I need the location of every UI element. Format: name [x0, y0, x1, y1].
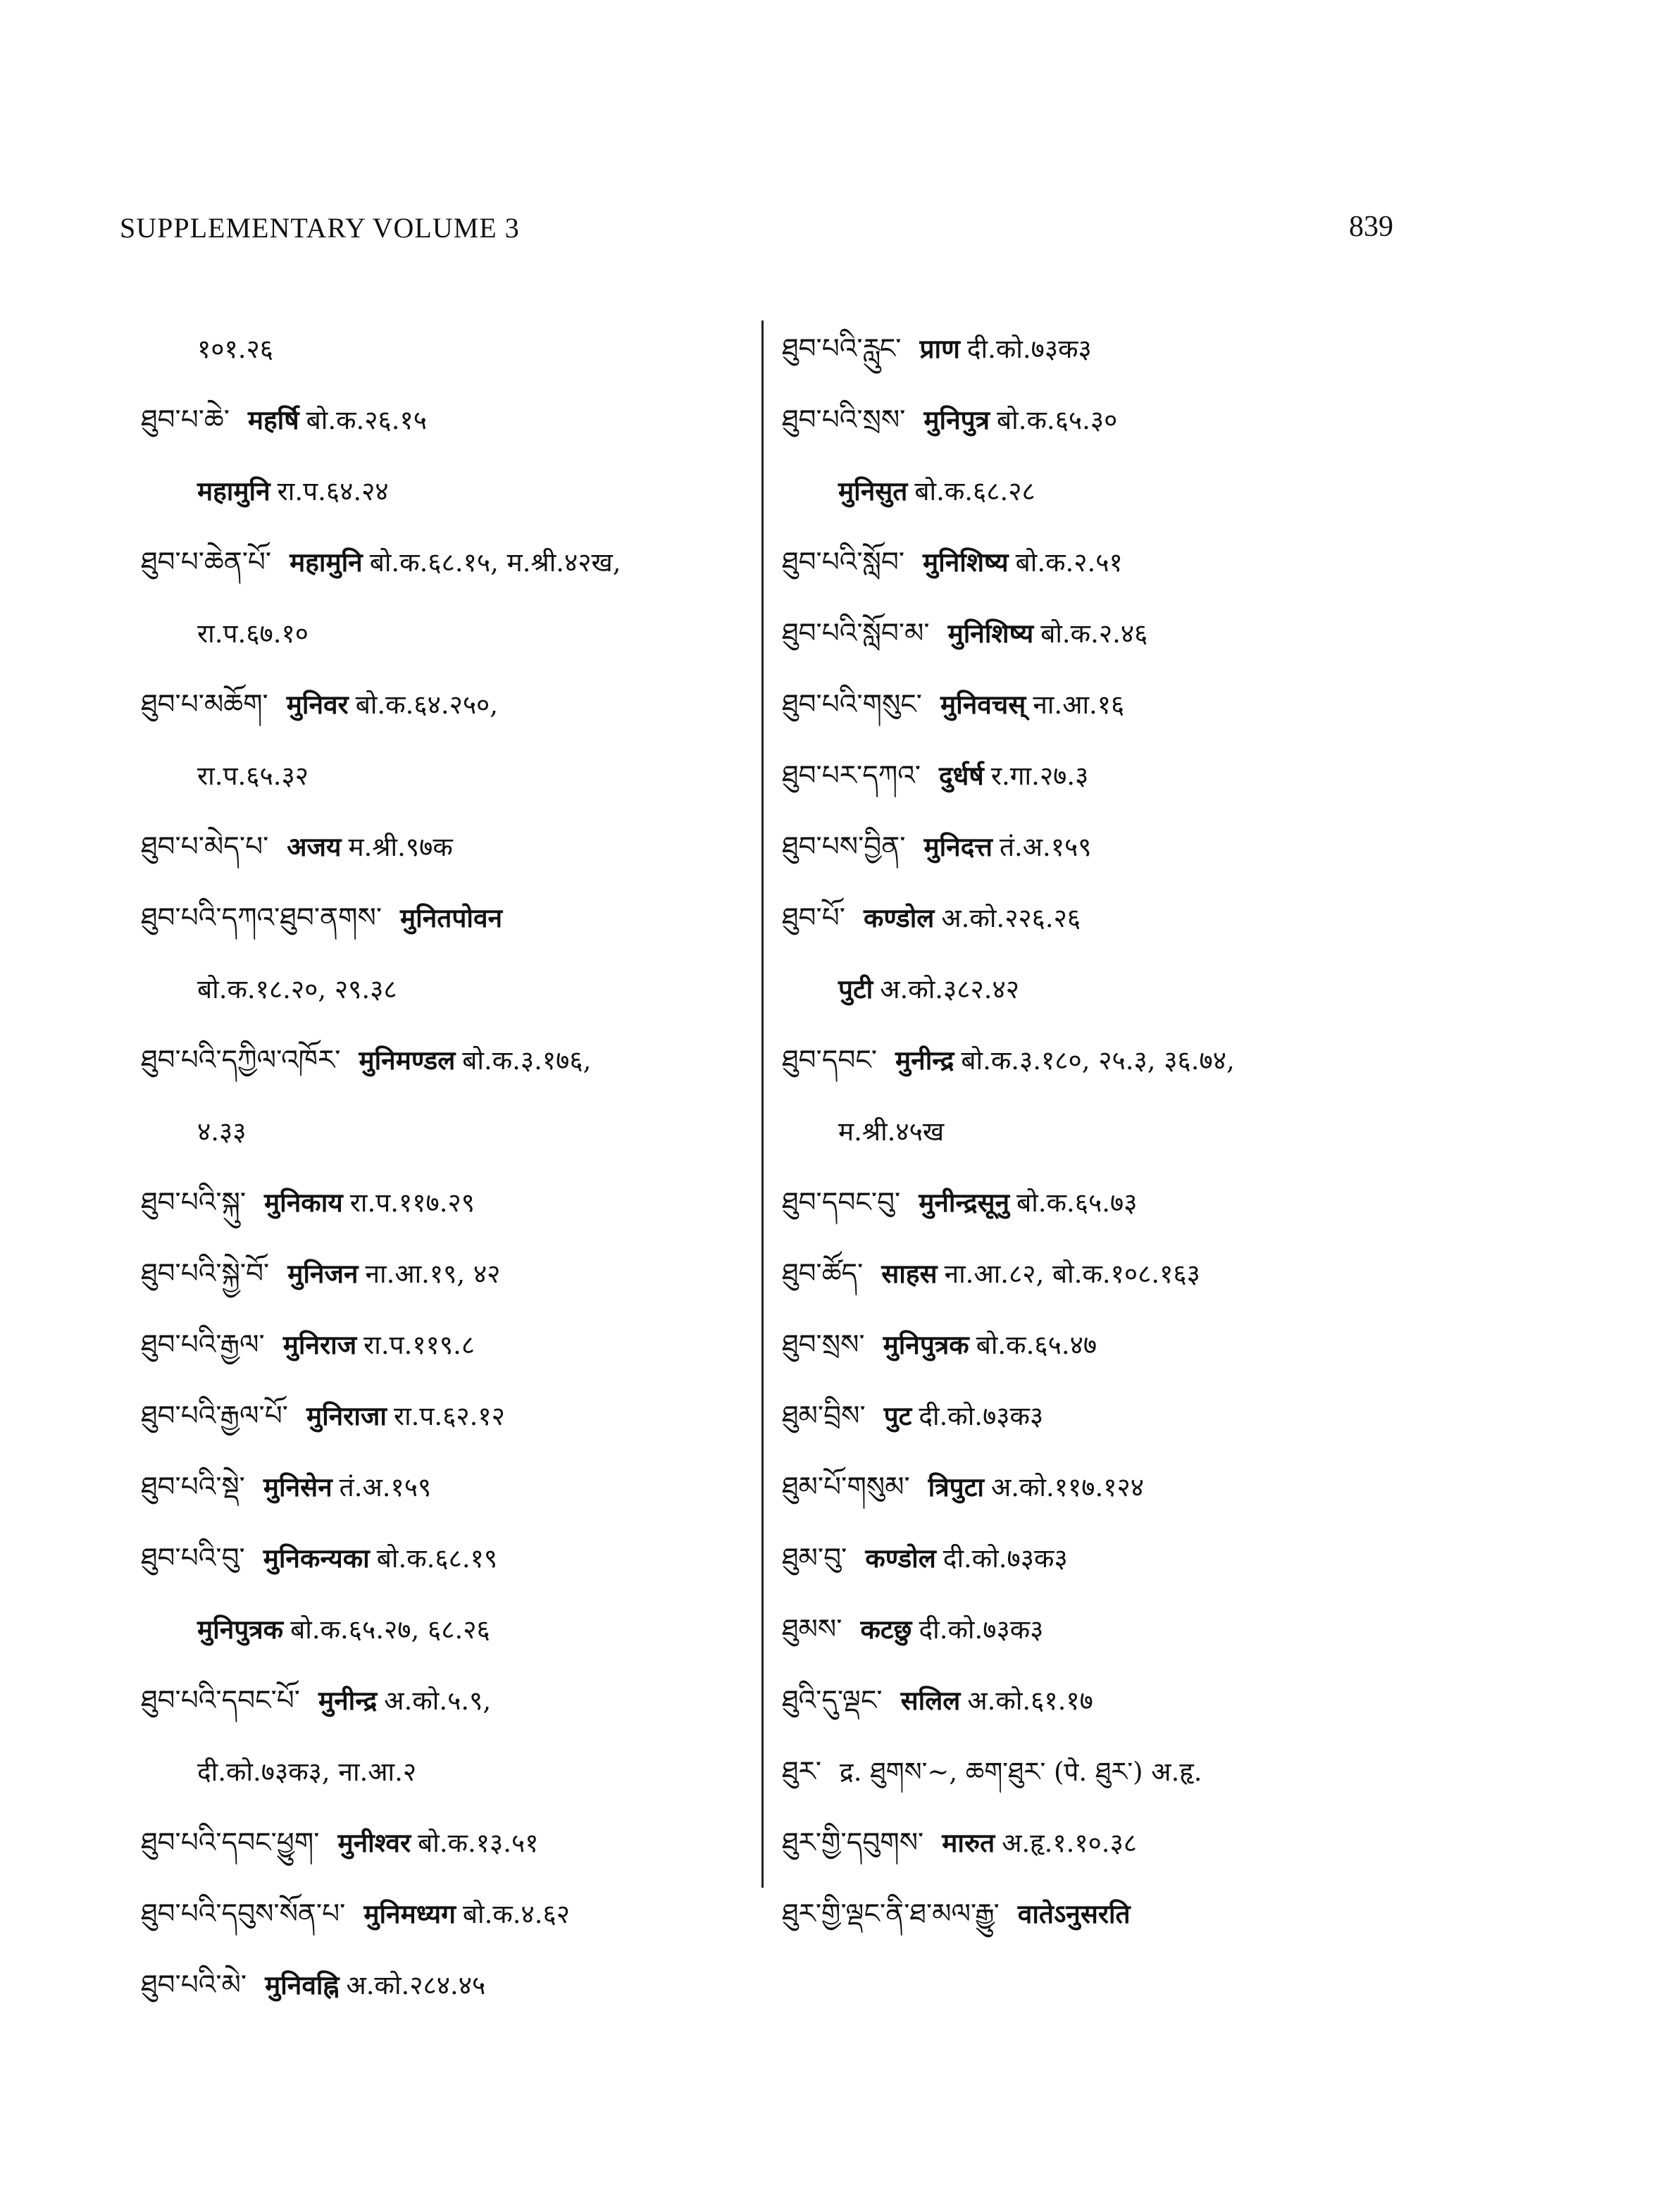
dictionary-entry	[141, 1025, 761, 1096]
source-reference: ४.३३	[197, 1116, 247, 1147]
entry-continuation	[141, 1736, 761, 1807]
tibetan-headword: ཐུབ་པའི་དཀྱིལ་འཁོར་	[141, 1045, 341, 1076]
entry-continuation	[141, 740, 761, 811]
source-reference: तं.अ.१५९	[339, 1472, 432, 1502]
sanskrit-equivalent: मुनिजन	[287, 1258, 359, 1289]
sanskrit-equivalent: त्रिपुटा	[928, 1471, 984, 1502]
source-reference: अ.को.३८२.४२	[880, 974, 1020, 1004]
tibetan-headword: ཐུར་	[782, 1756, 822, 1788]
dictionary-entry	[782, 598, 1557, 669]
sanskrit-equivalent: मुनितपोवन	[400, 902, 503, 933]
dictionary-entry	[141, 669, 761, 740]
source-reference: बो.क.६८.१५, म.श्री.४२ख,	[369, 547, 621, 578]
tibetan-headword: ཐུབ་སྲས་	[782, 1329, 865, 1361]
dictionary-entry	[782, 1879, 1557, 1950]
source-reference: अ.को.२८४.४५	[346, 1970, 486, 2000]
source-reference: दी.को.७३क३	[919, 1401, 1044, 1431]
dictionary-entry	[782, 811, 1557, 883]
entry-continuation	[141, 598, 761, 669]
dictionary-entry	[782, 1594, 1557, 1665]
dictionary-entry	[141, 1665, 761, 1736]
dictionary-entry	[782, 1736, 1557, 1807]
dictionary-entry	[141, 1238, 761, 1309]
sanskrit-equivalent: कटछु	[860, 1614, 912, 1645]
dictionary-entry	[141, 1381, 761, 1452]
sanskrit-equivalent: कण्डोल	[863, 902, 935, 933]
source-reference: रा.प.६५.३२	[197, 761, 309, 791]
dictionary-entry	[782, 1238, 1557, 1309]
sanskrit-equivalent: मुनिकन्यका	[263, 1543, 370, 1574]
sanskrit-equivalent: पुटी	[838, 973, 873, 1004]
sanskrit-equivalent: मुनीन्द्रसूनु	[919, 1187, 1010, 1218]
sanskrit-equivalent: मुनिवर	[286, 689, 349, 720]
tibetan-headword: ཐུབ་དབང་	[782, 1045, 878, 1076]
entry-continuation	[782, 954, 1557, 1025]
source-reference: बो.क.६५.४७	[976, 1330, 1097, 1360]
tibetan-headword: ཐུར་གྱི་དབུགས་	[782, 1827, 924, 1859]
tibetan-headword: ཐུབ་པ་ཆེ་	[141, 404, 230, 436]
source-reference: रा.प.६२.१२	[393, 1401, 505, 1431]
dictionary-entry	[782, 1309, 1557, 1381]
dictionary-entry	[782, 1665, 1557, 1736]
dictionary-entry	[782, 740, 1557, 811]
source-reference: बो.क.६८.१९	[376, 1543, 498, 1574]
source-reference: बो.क.२.५१	[1015, 547, 1123, 578]
tibetan-headword: ཐུའི་དུ་ལྡང་	[782, 1685, 883, 1717]
sanskrit-equivalent: मुनीश्वर	[337, 1827, 411, 1858]
tibetan-headword: ཐུབ་པའི་མེ་	[141, 1969, 247, 2001]
entry-continuation	[141, 954, 761, 1025]
tibetan-headword: ཐུམ་བུ་	[782, 1543, 847, 1574]
tibetan-headword: ཐུབ་པའི་སློབ་	[782, 547, 905, 578]
entry-continuation	[141, 313, 761, 385]
dictionary-entry	[782, 313, 1557, 385]
source-reference: अ.को.११७.१२४	[990, 1472, 1144, 1502]
source-reference: बो.क.४.६२	[462, 1899, 571, 1929]
sanskrit-equivalent: मुनिपुत्र	[923, 404, 990, 435]
source-reference: अ.को.५.९,	[384, 1686, 492, 1716]
column-divider	[761, 320, 764, 1888]
dictionary-entry	[141, 1879, 761, 1950]
sanskrit-equivalent: महर्षि	[247, 404, 299, 435]
tibetan-headword: ཐུབ་ཚོད་	[782, 1258, 864, 1290]
sanskrit-equivalent: मुनिसेन	[263, 1471, 332, 1502]
source-reference: अ.हृ.१.१०.३८	[1002, 1828, 1138, 1858]
source-reference: बो.क.३.१७६,	[462, 1045, 592, 1076]
dictionary-entry	[782, 1381, 1557, 1452]
source-reference: १०१.२६	[197, 334, 273, 364]
running-head: SUPPLEMENTARY VOLUME 3	[120, 212, 520, 244]
dictionary-entry	[782, 527, 1557, 598]
source-reference: बो.क.३.१८०, २५.३, ३६.७४,	[961, 1045, 1235, 1076]
dictionary-entry	[141, 1523, 761, 1594]
dictionary-entry	[141, 1452, 761, 1523]
tibetan-headword: ཐུབ་དབང་བུ་	[782, 1187, 901, 1219]
tibetan-headword: ཐུབ་པས་བྱིན་	[782, 831, 906, 863]
tibetan-headword: ཐུབ་པ་མཆོག་	[141, 689, 268, 721]
sanskrit-equivalent: मुनिशिष्य	[947, 618, 1034, 649]
source-reference: तं.अ.१५९	[999, 832, 1092, 862]
sanskrit-equivalent: मुनिदत्त	[923, 831, 993, 862]
dictionary-entry	[782, 669, 1557, 740]
sanskrit-equivalent: सलिल	[900, 1685, 961, 1716]
tibetan-headword: ཐུབ་པའི་གསུང་	[782, 689, 922, 721]
source-reference: रा.प.६४.२४	[277, 476, 389, 506]
sanskrit-equivalent: अजय	[287, 831, 342, 862]
sanskrit-equivalent: मुनिवचस्	[940, 689, 1026, 720]
tibetan-headword: ཐུབ་པ་མེད་པ་	[141, 831, 269, 863]
sanskrit-equivalent: मुनिशिष्य	[923, 547, 1009, 578]
sanskrit-equivalent: मुनिमण्डल	[359, 1045, 456, 1076]
source-reference: अ.को.६१.१७	[967, 1686, 1093, 1716]
tibetan-headword: ཐུབ་པའི་རྒྱལ་	[141, 1329, 265, 1361]
sanskrit-equivalent: मुनिवह्नि	[265, 1969, 340, 2000]
entry-continuation	[782, 1096, 1557, 1167]
sanskrit-equivalent: महामुनि	[290, 547, 363, 578]
dictionary-entry	[141, 1167, 761, 1238]
tibetan-headword: ཐུབ་པ་ཆེན་པོ་	[141, 547, 272, 578]
entry-continuation	[141, 1096, 761, 1167]
tibetan-headword: ཐུབ་པའི་སློབ་མ་	[782, 618, 930, 649]
source-reference: बो.क.६५.२७, ६८.२६	[290, 1614, 490, 1645]
tibetan-headword: ཐུབ་པའི་རྒྱལ་པོ་	[141, 1400, 288, 1432]
sanskrit-equivalent: प्राण	[919, 333, 960, 364]
dictionary-entry	[782, 1452, 1557, 1523]
dictionary-entry	[141, 883, 761, 954]
dictionary-entry	[782, 883, 1557, 954]
dictionary-entry	[141, 1309, 761, 1381]
entry-continuation	[141, 1594, 761, 1665]
tibetan-headword: ཐུབ་པའི་སྲས་	[782, 404, 906, 436]
left-column	[141, 313, 761, 2021]
source-reference: द्र. ཐུགས་~, ཆག་ཐུར་ (पे. ཐུར་) अ.हृ.	[840, 1757, 1202, 1787]
entry-continuation	[782, 456, 1557, 527]
tibetan-headword: ཐུབ་པའི་བུ་	[141, 1543, 245, 1574]
source-reference: दी.को.७३क३, ना.आ.२	[197, 1757, 417, 1787]
dictionary-entry	[782, 385, 1557, 456]
source-reference: ना.आ.१६	[1033, 690, 1125, 720]
tibetan-headword: ཐུམ་བྲིས་	[782, 1400, 866, 1432]
sanskrit-equivalent: पुट	[883, 1400, 912, 1431]
sanskrit-equivalent: साहस	[881, 1258, 938, 1289]
sanskrit-equivalent: मुनिराज	[282, 1329, 357, 1360]
source-reference: दी.को.७३क३	[966, 334, 1092, 364]
dictionary-entry	[141, 1807, 761, 1879]
source-reference: बो.क.१८.२०, २९.३८	[197, 974, 397, 1004]
source-reference: दी.को.७३क३	[919, 1614, 1044, 1645]
source-reference: बो.क.१३.५१	[418, 1828, 539, 1858]
tibetan-headword: ཐུབ་པའི་དབང་ཕྱུག་	[141, 1827, 320, 1859]
page-number: 839	[1349, 211, 1393, 243]
source-reference: बो.क.६८.२८	[914, 476, 1035, 506]
tibetan-headword: ཐུབ་པའི་སྐུ་	[141, 1187, 247, 1219]
dictionary-entry	[782, 1167, 1557, 1238]
right-column	[782, 313, 1557, 1950]
source-reference: म.श्री.४५ख	[838, 1116, 945, 1147]
tibetan-headword: ཐུབ་པའི་སྡེ་	[141, 1471, 245, 1503]
tibetan-headword: ཐུམས་	[782, 1614, 842, 1645]
sanskrit-equivalent: मुनिपुत्रक	[883, 1329, 969, 1360]
source-reference: रा.प.११९.८	[363, 1330, 475, 1360]
tibetan-headword: ཐུབ་པོ་	[782, 902, 845, 934]
tibetan-headword: ཐུབ་པའི་དབུས་སོན་པ་	[141, 1898, 346, 1930]
sanskrit-equivalent: मुनिपुत्रक	[197, 1614, 284, 1645]
source-reference: दी.को.७३क३	[942, 1543, 1068, 1574]
source-reference: बो.क.६४.२५०,	[355, 690, 499, 720]
tibetan-headword: ཐུབ་པའི་རླུང་	[782, 333, 902, 365]
sanskrit-equivalent: महामुनि	[197, 475, 270, 506]
tibetan-headword: ཐུམ་པོ་གསུམ་	[782, 1471, 910, 1503]
sanskrit-equivalent: कण्डोल	[865, 1543, 936, 1574]
dictionary-entry	[782, 1523, 1557, 1594]
tibetan-headword: ཐུར་གྱི་ལྡང་ནི་ཐ་མལ་རྒྱུ་	[782, 1898, 1000, 1930]
source-reference: ना.आ.८२, बो.क.१०८.१६३	[944, 1259, 1200, 1289]
sanskrit-equivalent: मुनिसुत	[838, 475, 908, 506]
source-reference: बो.क.२६.१५	[306, 405, 428, 435]
sanskrit-equivalent: मुनीन्द्र	[895, 1045, 954, 1076]
dictionary-entry	[141, 1950, 761, 2021]
sanskrit-equivalent: दुर्धर्ष	[939, 760, 984, 791]
sanskrit-equivalent: मुनिकाय	[264, 1187, 343, 1218]
entry-continuation	[141, 456, 761, 527]
source-reference: ना.आ.१९, ४२	[365, 1259, 501, 1289]
dictionary-entry	[782, 1807, 1557, 1879]
dictionary-entry	[141, 811, 761, 883]
source-reference: अ.को.२२६.२६	[941, 903, 1081, 933]
source-reference: म.श्री.९७क	[348, 832, 453, 862]
tibetan-headword: ཐུབ་པའི་དཀའ་ཐུབ་ནགས་	[141, 902, 382, 934]
sanskrit-equivalent: मुनिमध्यग	[363, 1898, 456, 1929]
dictionary-entry	[141, 527, 761, 598]
source-reference: रा.प.६७.१०	[197, 618, 309, 649]
sanskrit-equivalent: मुनिराजा	[306, 1400, 387, 1431]
sanskrit-equivalent: मुनीन्द्र	[318, 1685, 378, 1716]
dictionary-entry	[782, 1025, 1557, 1096]
sanskrit-equivalent: मारुत	[942, 1827, 995, 1858]
source-reference: र.गा.२७.३	[990, 761, 1089, 791]
source-reference: रा.प.११७.२९	[349, 1188, 475, 1218]
tibetan-headword: ཐུབ་པར་དཀའ་	[782, 760, 921, 792]
sanskrit-equivalent: वातेऽनुसरति	[1017, 1898, 1131, 1929]
tibetan-headword: ཐུབ་པའི་སྐྱེ་བོ་	[141, 1258, 270, 1290]
source-reference: बो.क.६५.७३	[1016, 1188, 1138, 1218]
dictionary-entry	[141, 385, 761, 456]
tibetan-headword: ཐུབ་པའི་དབང་པོ་	[141, 1685, 300, 1717]
source-reference: बो.क.६५.३०	[997, 405, 1118, 435]
source-reference: बो.क.२.४६	[1040, 618, 1148, 649]
